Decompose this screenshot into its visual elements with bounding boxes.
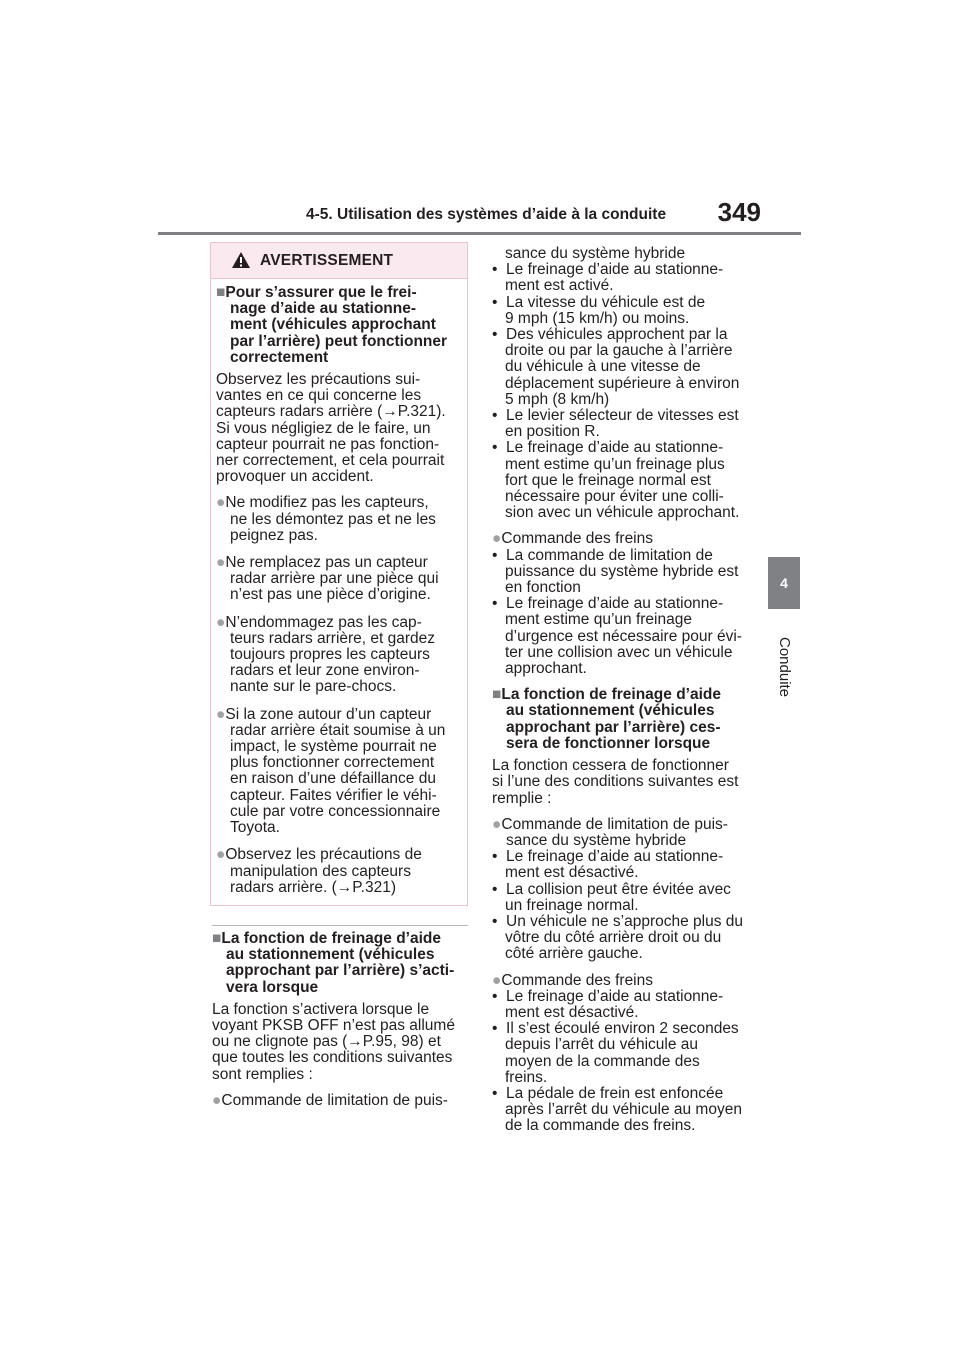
bullet-item: • Un véhicule ne s’approche plus du vôtre du côté arrière droit ou du côté arrière gauche. [492, 912, 744, 963]
warning-item: ●Ne modifiez pas les capteurs, ne les démontez pas et ne les peignez pas. [216, 494, 436, 544]
item-line: Ne modifiez pas les capteurs, [225, 494, 429, 512]
item-line: peignez pas. [230, 526, 318, 544]
item-line: teurs radars arrière, et gardez [230, 629, 436, 647]
bullet-line: La pédale de frein est enfoncée [506, 1084, 724, 1102]
warning-box [210, 242, 468, 906]
intro-line: provoquer un accident. [216, 468, 374, 486]
section-title: 4-5. Utilisation des systèmes d’aide à la conduite [306, 206, 667, 223]
bullet-line: sion avec un véhicule approchant. [505, 504, 740, 522]
intro-line: remplie : [492, 789, 552, 807]
heading-line: au stationnement (véhicules [226, 946, 435, 964]
warning-triangle-icon [231, 251, 251, 269]
chapter-tab-number: 4 [768, 557, 800, 609]
bullet-line: côté arrière gauche. [505, 945, 643, 963]
warning-header [211, 243, 467, 279]
bullet-line: Le freinage d’aide au stationne- [506, 261, 724, 279]
item-line: ne les démontez pas et ne les [230, 510, 436, 528]
activation-heading: ■La fonction de freinage d’aide au stationnement (véhicules approchant par l’arrière) s’acti- vera lorsque [212, 930, 455, 996]
bullet-line: droite ou par la gauche à l’arrière [505, 342, 733, 360]
warning-item: ●N’endommagez pas les cap- teurs radars arrière, et gardez toujours propres les capteurs radars et leur zone environ- nante sur le pare-chocs. [216, 613, 436, 696]
bullet-line: nécessaire pour éviter une colli- [505, 488, 724, 506]
item-line: N’endommagez pas les cap- [225, 613, 422, 631]
item-line: Observez les précautions de [225, 846, 422, 864]
intro-line: capteurs radars arrière (→P.321). [216, 403, 446, 421]
bullet-line: ment est désactivé. [505, 864, 639, 882]
bullet-line: ter une collision avec un véhicule [505, 643, 733, 661]
title-line: Commande de limitation de puis- [501, 815, 728, 833]
bullet-line: après l’arrêt du véhicule au moyen [505, 1101, 742, 1119]
item-line: en raison d’une défaillance du [230, 770, 436, 788]
heading-line: La fonction de freinage d’aide [221, 930, 441, 947]
warning-intro [216, 372, 467, 485]
intro-line: que toutes les conditions suivantes [212, 1049, 453, 1067]
bullet-line: d’urgence est nécessaire pour évi- [505, 627, 742, 645]
title-line: sance du système hybride [506, 831, 687, 849]
bullet-line: puissance du système hybride est [505, 562, 739, 580]
heading-line: par l’arrière) peut fonctionner [230, 332, 448, 350]
bullet-item: • Des véhicules approchent par la droite ou par la gauche à l’arrière du véhicule à une vitesse de déplacement supérieure à environ 5 mph (8 km/h) [492, 326, 740, 408]
bullet-line: 5 mph (8 km/h) [505, 390, 610, 408]
bullet-line: en fonction [505, 579, 581, 597]
bullet-line: un freinage normal. [505, 896, 639, 914]
bullet-item: • Le freinage d’aide au stationne- ment est activé. [492, 261, 724, 295]
bullet-line: La vitesse du véhicule est de [506, 293, 706, 311]
deactivation-intro [492, 758, 754, 807]
bullet-line: en position R. [505, 423, 600, 441]
intro-line: vantes en ce qui concerne les [216, 387, 422, 405]
item-line: impact, le système pourrait ne [230, 738, 437, 756]
bullet-line: ment est activé. [505, 277, 614, 295]
warning-body [211, 279, 467, 896]
warning-item: ●Ne remplacez pas un capteur radar arrière par une pièce qui n’est pas une pièce d’origine. [216, 554, 439, 604]
bullet-line: Des véhicules approchent par la [506, 326, 728, 344]
activation-section-start [212, 931, 472, 1109]
heading-line: vera lorsque [226, 978, 319, 996]
intro-line: ner correctement, et cela pourrait [216, 452, 445, 470]
warning-item: ●Observez les précautions de manipulation des capteurs radars arrière. (→P.321) [216, 846, 422, 896]
heading-line: approchant par l’arrière) s’acti- [226, 962, 455, 980]
intro-line: si l’une des conditions suivantes est [492, 773, 739, 791]
bullet-line: fort que le freinage normal est [505, 471, 711, 489]
deactivation-group2-title: ●Commande des freins [492, 971, 653, 989]
item-line: plus fonctionner correctement [230, 754, 435, 772]
item-line: radars et leur zone environ- [230, 662, 420, 680]
bullet-line: Le freinage d’aide au stationne- [506, 987, 724, 1005]
section-divider [212, 925, 468, 926]
item-line: Ne remplacez pas un capteur [225, 554, 428, 572]
item-line: capteur. Faites vérifier le véhi- [230, 786, 437, 804]
bullet-item: • La commande de limitation de puissance du système hybride est en fonction [492, 546, 739, 597]
item-line: Si la zone autour d’un capteur [225, 705, 432, 723]
item-line: toujours propres les capteurs [230, 646, 430, 664]
bullet-item: • La pédale de frein est enfoncée après l’arrêt du véhicule au moyen de la commande des freins. [492, 1084, 742, 1135]
activation-group1-title-cont: sance du système hybride [505, 245, 686, 262]
bullet-line: Il s’est écoulé environ 2 secondes [506, 1020, 739, 1038]
bullet-item: • La vitesse du véhicule est de 9 mph (15 km/h) ou moins. [492, 293, 706, 327]
intro-line: sont remplies : [212, 1065, 313, 1083]
item-line: nante sur le pare-chocs. [230, 678, 397, 696]
heading-line: sera de fonctionner lorsque [506, 734, 711, 752]
bullet-line: Le freinage d’aide au stationne- [506, 595, 724, 613]
item-line: radar arrière était soumise à un [230, 721, 446, 739]
warning-heading: ■Pour s’assurer que le frei- nage d’aide au stationne- ment (véhicules approchant par l’arrière) peut fonctionner correctement [216, 284, 448, 366]
heading-line: approchant par l’arrière) ces- [506, 718, 721, 736]
deactivation-group1-bullets [492, 849, 754, 962]
intro-line: capteur pourrait ne pas fonction- [216, 435, 440, 453]
item-line: manipulation des capteurs [230, 862, 411, 880]
activation-group2-title: ●Commande des freins [492, 530, 653, 548]
heading-line: nage d’aide au stationne- [230, 300, 417, 318]
bullet-line: Le freinage d’aide au stationne- [506, 848, 724, 866]
deactivation-group1-title: ●Commande de limitation de puis- sance du système hybride [492, 815, 728, 849]
deactivation-heading: ■La fonction de freinage d’aide au stationnement (véhicules approchant par l’arrière) ces- sera de fonctionner lorsque [492, 686, 721, 752]
intro-line: Si vous négligiez de le faire, un [216, 419, 431, 437]
activation-group2-bullets [492, 548, 754, 678]
bullet-item: • Le freinage d’aide au stationne- ment estime qu’un freinage d’urgence est nécessaire pour évi- ter une collision avec un véhicule approchant. [492, 595, 742, 678]
intro-line: voyant PKSB OFF n’est pas allumé [212, 1017, 455, 1035]
warning-items [216, 495, 467, 895]
bullet-line: 9 mph (15 km/h) ou moins. [505, 309, 690, 327]
warning-item: ●Si la zone autour d’un capteur radar arrière était soumise à un impact, le système pourrait ne plus fonctionner correctement en raison d’une défaillance du capteur. Faites vérifier le véhi- cule par votre concessionnaire Toyota. [216, 705, 446, 837]
bullet-item: • Le freinage d’aide au stationne- ment est désactivé. [492, 987, 724, 1021]
bullet-item: • Le levier sélecteur de vitesses est en position R. [492, 407, 739, 441]
bullet-line: vôtre du côté arrière droit ou du [505, 929, 722, 947]
deactivation-group2-bullets [492, 989, 754, 1135]
item-line: n’est pas une pièce d’origine. [230, 586, 431, 604]
heading-line: au stationnement (véhicules [506, 702, 715, 720]
bullet-item: • Le freinage d’aide au stationne- ment est désactivé. [492, 848, 724, 882]
bullet-line: Le freinage d’aide au stationne- [506, 439, 724, 457]
chapter-tab-label: Conduite [776, 636, 793, 698]
heading-line: Pour s’assurer que le frei- [225, 284, 417, 301]
bullet-line: approchant. [505, 660, 587, 678]
bullet-line: freins. [505, 1068, 548, 1086]
bullet-line: depuis l’arrêt du véhicule au [505, 1036, 699, 1054]
item-line: Toyota. [230, 819, 280, 837]
item-line: radars arrière. (→P.321) [230, 878, 396, 896]
bullet-line: La collision peut être évitée avec [506, 880, 731, 898]
bullet-item: • Il s’est écoulé environ 2 secondes depuis l’arrêt du véhicule au moyen de la commande des freins. [492, 1020, 739, 1086]
heading-line: ment (véhicules approchant [230, 316, 436, 334]
bullet-item: • La collision peut être évitée avec un freinage normal. [492, 880, 731, 914]
intro-line: La fonction cessera de fonctionner [492, 757, 729, 775]
bullet-line: La commande de limitation de [506, 546, 713, 564]
item-line: radar arrière par une pièce qui [230, 570, 439, 588]
warning-title: AVERTISSEMENT [260, 252, 394, 269]
activation-intro [212, 1002, 472, 1083]
item-line: cule par votre concessionnaire [230, 802, 441, 820]
bullet-line: du véhicule à une vitesse de [505, 358, 701, 376]
intro-line: La fonction s’activera lorsque le [212, 1000, 430, 1018]
bullet-line: Un véhicule ne s’approche plus du [506, 912, 744, 930]
activation-group1-title: ●Commande de limitation de puis- [212, 1091, 448, 1109]
bullet-item: • Le freinage d’aide au stationne- ment estime qu’un freinage plus fort que le freinage normal est nécessaire pour éviter une colli- sion avec un véhicule approchant. [492, 439, 740, 522]
page-number: 349 [717, 197, 761, 227]
right-column [492, 246, 754, 1135]
header-rule [158, 232, 801, 235]
bullet-line: moyen de la commande des [505, 1052, 700, 1070]
intro-line: Observez les précautions sui- [216, 371, 421, 389]
page-header [306, 197, 761, 227]
bullet-line: déplacement supérieure à environ [505, 374, 740, 392]
bullet-line: Le levier sélecteur de vitesses est [506, 407, 739, 425]
bullet-line: ment estime qu’un freinage plus [505, 455, 725, 473]
bullet-line: de la commande des freins. [505, 1117, 696, 1135]
bullet-line: ment est désactivé. [505, 1003, 639, 1021]
heading-line: correctement [230, 348, 329, 366]
bullet-line: ment estime qu’un freinage [505, 611, 692, 629]
activation-group1-bullets [492, 262, 754, 521]
heading-line: La fonction de freinage d’aide [501, 686, 721, 704]
intro-line: ou ne clignote pas (→P.95, 98) et [212, 1033, 441, 1051]
